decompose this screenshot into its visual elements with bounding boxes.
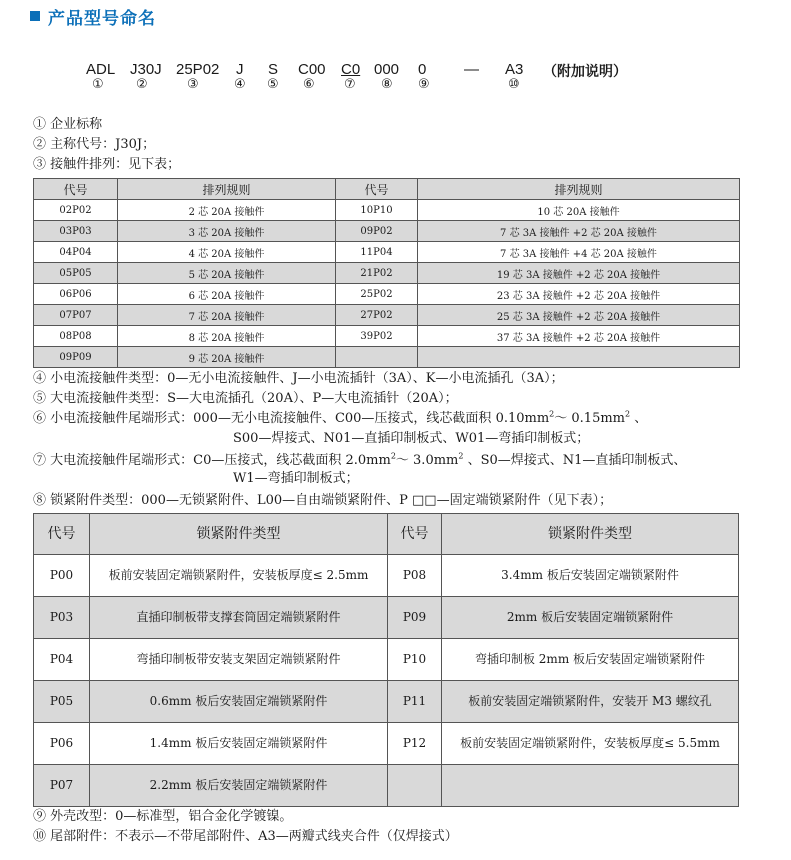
table-cell: 直插印制板带支撑套筒固定端锁紧附件 [90, 597, 388, 639]
table-cell: 弯插印制板 2mm 板后安装固定端锁紧附件 [442, 639, 739, 681]
table-cell: 05P05 [34, 263, 118, 284]
note-text: ～ 0.15mm [554, 411, 625, 426]
table-cell: P00 [34, 555, 90, 597]
column-header: 代号 [34, 514, 90, 555]
table-cell: P08 [388, 555, 442, 597]
code-segment: J [236, 61, 244, 78]
table-cell: 25P02 [336, 284, 418, 305]
table-cell: 6 芯 20A 接触件 [118, 284, 336, 305]
table-row [34, 765, 739, 807]
table-cell: 2mm 板后安装固定端锁紧附件 [442, 597, 739, 639]
table-cell: 27P02 [336, 305, 418, 326]
note-2: ② 主称代号：J30J； [33, 137, 156, 152]
table-row [34, 555, 739, 597]
code-segment: ADL [86, 61, 116, 78]
column-header: 代号 [388, 514, 442, 555]
table-cell: 2.2mm 板后安装固定端锁紧附件 [90, 765, 388, 807]
table-cell: 09P02 [336, 221, 418, 242]
table-cell: P10 [388, 639, 442, 681]
table-row [34, 284, 740, 305]
note-4: ④ 小电流接触件类型：0—无小电流接触件、J—小电流插针（3A）、K—小电流插孔（3A）； [33, 371, 564, 386]
table-row [34, 681, 739, 723]
table-cell: P12 [388, 723, 442, 765]
square-bullet-icon [30, 11, 40, 21]
table-row [34, 263, 740, 284]
table-cell: 7 芯 3A 接触件 +4 芯 20A 接触件 [418, 242, 740, 263]
code-segment: 25P02 [176, 61, 220, 78]
table-cell [442, 765, 739, 807]
note-1: ① 企业标称 [33, 117, 103, 132]
table-row [34, 221, 740, 242]
table-cell [336, 347, 418, 368]
code-dash: — [464, 61, 479, 78]
table-cell: 09P09 [34, 347, 118, 368]
column-header: 锁紧附件类型 [90, 514, 388, 555]
table-cell: 5 芯 20A 接触件 [118, 263, 336, 284]
table-cell: 19 芯 3A 接触件 +2 芯 20A 接触件 [418, 263, 740, 284]
table-cell: 37 芯 3A 接触件 +2 芯 20A 接触件 [418, 326, 740, 347]
table-cell: 07P07 [34, 305, 118, 326]
table-cell: 02P02 [34, 200, 118, 221]
note-text: ⑥ 小电流接触件尾端形式：000—无小电流接触件、C00—压接式，线芯截面积 0.10mm [33, 411, 550, 426]
table-header-row [34, 179, 740, 200]
table-cell: 4 芯 20A 接触件 [118, 242, 336, 263]
table-cell: 板前安装固定端锁紧附件，安装板厚度≤ 2.5mm [90, 555, 388, 597]
code-segment: C0 [341, 61, 361, 78]
column-header: 锁紧附件类型 [442, 514, 739, 555]
section-header [30, 5, 156, 27]
table-row [34, 305, 740, 326]
table-cell: P09 [388, 597, 442, 639]
note-7 [33, 452, 686, 470]
note-text: 、 [630, 411, 648, 426]
code-segment: J30J [130, 61, 162, 78]
table-cell: P06 [34, 723, 90, 765]
code-number: ① [92, 77, 104, 92]
table-cell: 7 芯 3A 接触件 +2 芯 20A 接触件 [418, 221, 740, 242]
code-segment: S [268, 61, 279, 78]
superscript: 2 [458, 451, 464, 461]
note-6 [33, 410, 647, 428]
note-5: ⑤ 大电流接触件类型：S—大电流插孔（20A）、P—大电流插针（20A）； [33, 391, 458, 406]
code-number: ⑥ [303, 77, 315, 92]
table-cell: 11P04 [336, 242, 418, 263]
table-cell: P04 [34, 639, 90, 681]
table-cell: P07 [34, 765, 90, 807]
table-cell: P05 [34, 681, 90, 723]
column-header: 代号 [336, 179, 418, 200]
table-cell: 弯插印制板带安装支架固定端锁紧附件 [90, 639, 388, 681]
table-cell: 2 芯 20A 接触件 [118, 200, 336, 221]
table-cell [418, 347, 740, 368]
code-segment: 0 [418, 61, 427, 78]
code-number: ③ [187, 77, 199, 92]
table-cell: 04P04 [34, 242, 118, 263]
table-cell: 10 芯 20A 接触件 [418, 200, 740, 221]
table-cell: 板前安装固定端锁紧附件，安装开 M3 螺纹孔 [442, 681, 739, 723]
code-number: ② [136, 77, 148, 92]
code-number: ⑧ [381, 77, 393, 92]
table-row [34, 326, 740, 347]
code-number: ④ [234, 77, 246, 92]
table-cell: 板前安装固定端锁紧附件，安装板厚度≤ 5.5mm [442, 723, 739, 765]
contact-arrangement-table [33, 178, 740, 368]
table-cell: 21P02 [336, 263, 418, 284]
note-10: ⑩ 尾部附件：不表示—不带尾部附件、A3—两瓣式线夹合件（仅焊接式） [33, 829, 458, 844]
code-segment: 000 [374, 61, 400, 78]
code-segment: C00 [298, 61, 326, 78]
note-6-cont: S00—焊接式、N01—直插印制板式、W01—弯插印制板式； [233, 431, 590, 446]
table-header-row [34, 514, 739, 555]
note-text: 、S0—焊接式、N1—直插印制板式、 [463, 453, 687, 468]
table-cell: 06P06 [34, 284, 118, 305]
table-row [34, 200, 740, 221]
code-segment: A3 [505, 61, 524, 78]
code-number: ⑨ [418, 77, 430, 92]
code-number: ⑤ [267, 77, 279, 92]
table-cell: 7 芯 20A 接触件 [118, 305, 336, 326]
note-text: ⑦ 大电流接触件尾端形式：C0—压接式，线芯截面积 2.0mm [33, 453, 391, 468]
table-cell: 3.4mm 板后安装固定端锁紧附件 [442, 555, 739, 597]
table-cell: 9 芯 20A 接触件 [118, 347, 336, 368]
note-text: ～ 3.0mm [395, 453, 459, 468]
table-cell: 03P03 [34, 221, 118, 242]
table-cell: 8 芯 20A 接触件 [118, 326, 336, 347]
note-7-cont: W1—弯插印制板式； [233, 471, 359, 486]
table-cell: P11 [388, 681, 442, 723]
table-cell: P03 [34, 597, 90, 639]
note-8: ⑧ 锁紧附件类型：000—无锁紧附件、L00—自由端锁紧附件、P □□—固定端锁紧附件（见下表）； [33, 493, 613, 508]
note-9: ⑨ 外壳改型：0—标准型，铝合金化学镀镍。 [33, 809, 293, 824]
superscript: 2 [390, 451, 396, 461]
table-cell: 39P02 [336, 326, 418, 347]
column-header: 代号 [34, 179, 118, 200]
table-row [34, 347, 740, 368]
table-row [34, 639, 739, 681]
note-3: ③ 接触件排列：见下表； [33, 157, 181, 172]
table-cell [388, 765, 442, 807]
table-cell: 1.4mm 板后安装固定端锁紧附件 [90, 723, 388, 765]
code-number: ⑩ [508, 77, 520, 92]
table-row [34, 242, 740, 263]
table-row [34, 597, 739, 639]
column-header: 排列规则 [118, 179, 336, 200]
code-number: ⑦ [344, 77, 356, 92]
table-cell: 0.6mm 板后安装固定端锁紧附件 [90, 681, 388, 723]
table-cell: 08P08 [34, 326, 118, 347]
section-title: 产品型号命名 [48, 8, 156, 29]
table-cell: 10P10 [336, 200, 418, 221]
table-cell: 3 芯 20A 接触件 [118, 221, 336, 242]
locking-accessory-table [33, 513, 739, 807]
code-note: （附加说明） [543, 64, 627, 80]
table-cell: 23 芯 3A 接触件 +2 芯 20A 接触件 [418, 284, 740, 305]
superscript: 2 [549, 409, 555, 419]
superscript: 2 [625, 409, 631, 419]
column-header: 排列规则 [418, 179, 740, 200]
table-cell: 25 芯 3A 接触件 +2 芯 20A 接触件 [418, 305, 740, 326]
table-row [34, 723, 739, 765]
